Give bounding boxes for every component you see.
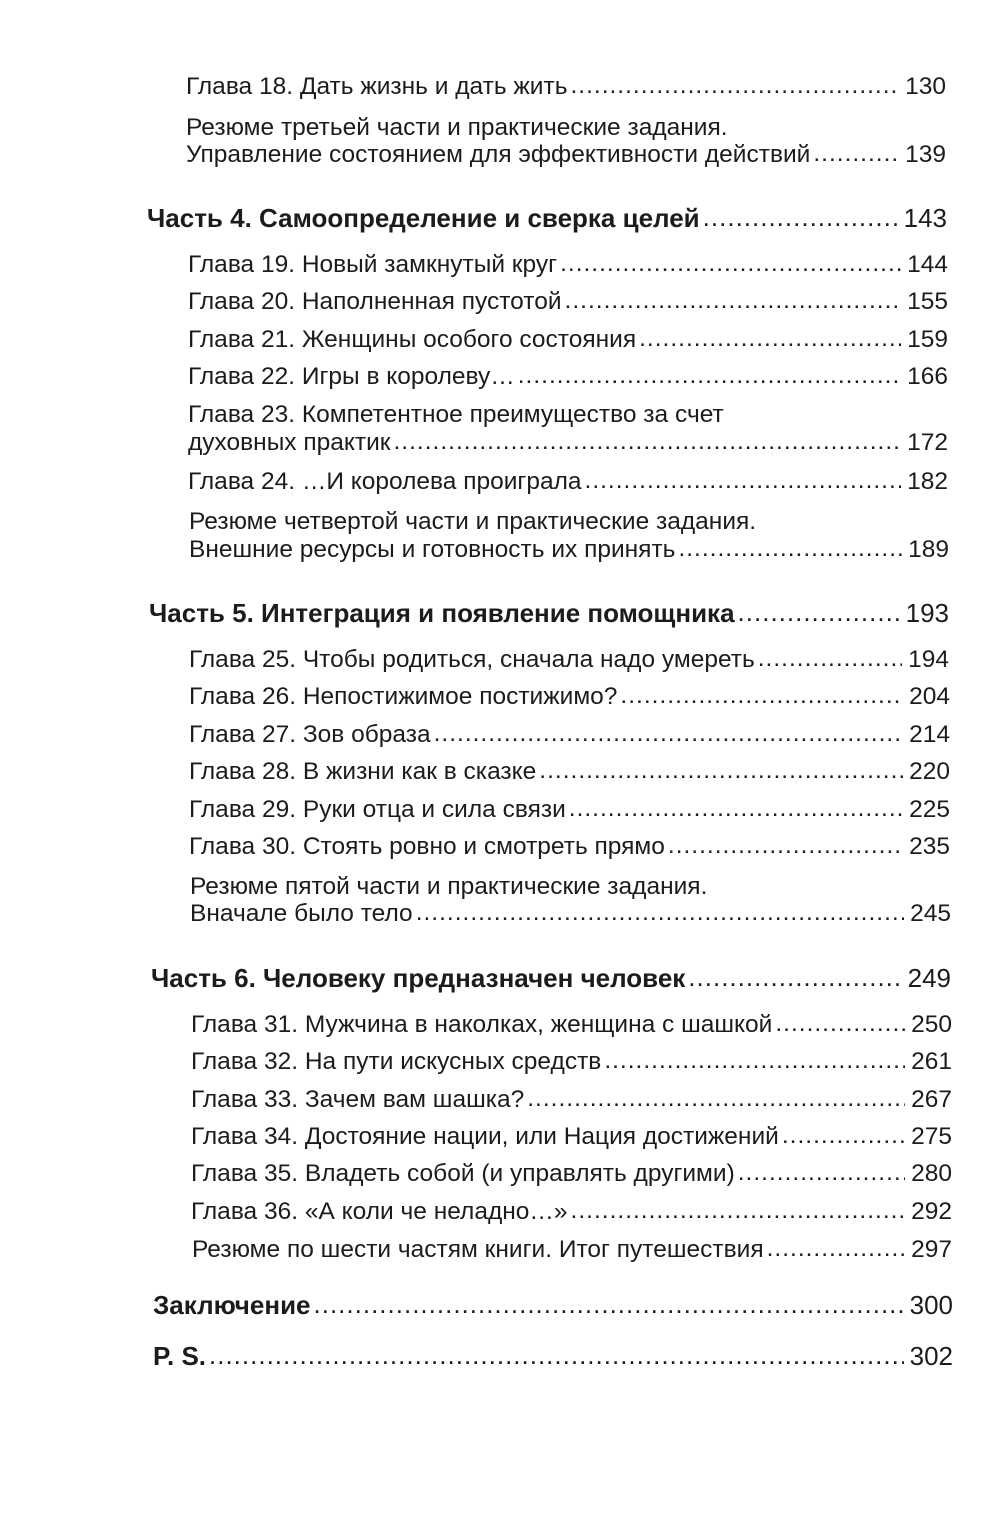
toc-entry-chapter-21[interactable] (188, 325, 948, 355)
entry-title: Глава 22. Игры в королеву… (188, 363, 515, 390)
entry-title: Глава 30. Стоять ровно и смотреть прямо (189, 833, 665, 860)
page-number: 250 (911, 1011, 952, 1038)
page-number: 245 (910, 900, 951, 927)
page-number: 139 (905, 141, 946, 168)
dot-leader (782, 1121, 905, 1151)
toc-entry-summary-6[interactable] (192, 1235, 952, 1265)
entry-title: Глава 25. Чтобы родиться, сначала надо умереть (189, 646, 755, 673)
toc-entry-chapter-32[interactable] (191, 1047, 952, 1077)
summary-3-line-1: Резюме третьей части и практические задания. (186, 114, 728, 141)
dot-leader (394, 427, 902, 457)
toc-entry-chapter-36[interactable] (191, 1197, 952, 1227)
page-number: 280 (911, 1160, 952, 1187)
entry-title: Глава 31. Мужчина в наколках, женщина с шашкой (191, 1011, 773, 1038)
toc-entry-part-4[interactable] (147, 203, 947, 233)
dot-leader (571, 1196, 906, 1226)
page-number: 189 (908, 536, 949, 563)
dot-leader (416, 898, 904, 928)
toc-entry-chapter-34[interactable] (191, 1122, 952, 1152)
page-number: 204 (909, 683, 950, 710)
dot-leader (738, 597, 900, 627)
dot-leader (604, 1046, 905, 1076)
page-number: 130 (905, 73, 946, 100)
page-number: 194 (908, 646, 949, 673)
page-number: 235 (909, 833, 950, 860)
dot-leader (527, 1084, 905, 1114)
page-number: 220 (909, 758, 950, 785)
entry-title: Глава 34. Достояние нации, или Нация достижений (191, 1123, 779, 1150)
page-number: 297 (911, 1236, 952, 1263)
dot-leader (813, 139, 899, 169)
dot-leader (620, 681, 903, 711)
entry-title: Глава 21. Женщины особого состояния (188, 326, 637, 353)
dot-leader (703, 202, 898, 232)
toc-entry-summary-5[interactable] (190, 899, 951, 929)
toc-entry-chapter-27[interactable] (189, 720, 950, 750)
toc-entry-summary-3[interactable] (186, 140, 946, 170)
entry-title: Глава 24. …И королева проиграла (188, 468, 582, 495)
page-number: 143 (903, 203, 947, 233)
summary-4-line-1: Резюме четвертой части и практические задания. (189, 508, 757, 535)
dot-leader (565, 286, 902, 316)
entry-title: духовных практик (188, 429, 391, 456)
dot-leader (775, 1009, 905, 1039)
dot-leader (570, 71, 899, 101)
entry-title: Резюме по шести частям книги. Итог путешествия (192, 1236, 764, 1263)
toc-entry-chapter-25[interactable] (189, 645, 949, 675)
entry-title: Глава 35. Владеть собой (и управлять другими) (191, 1160, 735, 1187)
toc-entry-chapter-31[interactable] (191, 1010, 952, 1040)
dot-leader (518, 361, 901, 391)
toc-entry-chapter-26[interactable] (189, 682, 950, 712)
page-number: 182 (907, 468, 948, 495)
page-number: 275 (911, 1123, 952, 1150)
page-number: 300 (909, 1290, 953, 1320)
page-number: 144 (907, 251, 948, 278)
page-number: 302 (909, 1341, 953, 1371)
toc-entry-chapter-29[interactable] (189, 795, 950, 825)
toc-entry-part-5[interactable] (149, 598, 949, 628)
page-number: 193 (905, 598, 949, 628)
dot-leader (678, 534, 902, 564)
entry-title: Глава 28. В жизни как в сказке (189, 758, 537, 785)
page-number: 159 (907, 326, 948, 353)
toc-entry-chapter-28[interactable] (189, 757, 950, 787)
entry-title: Глава 29. Руки отца и сила связи (189, 796, 566, 823)
entry-title: Внешние ресурсы и готовность их принять (189, 536, 676, 563)
dot-leader (209, 1340, 904, 1370)
dot-leader (767, 1234, 906, 1264)
part-title: Часть 6. Человеку предназначен человек (151, 963, 686, 993)
page-number: 214 (909, 721, 950, 748)
entry-title: Глава 19. Новый замкнутый круг (188, 251, 558, 278)
entry-title: Глава 20. Наполненная пустотой (188, 288, 562, 315)
toc-entry-chapter-24[interactable] (188, 467, 948, 497)
part-title: Часть 5. Интеграция и появление помощника (149, 598, 735, 628)
page-number: 249 (907, 963, 951, 993)
entry-title: Глава 36. «А коли че неладно…» (191, 1198, 568, 1225)
page-number: 225 (909, 796, 950, 823)
dot-leader (560, 249, 901, 279)
dot-leader (738, 1158, 905, 1188)
entry-title: Вначале было тело (190, 900, 413, 927)
toc-entry-chapter-20[interactable] (188, 287, 948, 317)
dot-leader (758, 644, 902, 674)
chapter-23-line-1: Глава 23. Компетентное преимущество за счет (188, 401, 724, 428)
page-number: 172 (907, 429, 948, 456)
part-title: P. S. (153, 1341, 207, 1371)
dot-leader (639, 324, 901, 354)
entry-title: Глава 18. Дать жизнь и дать жить (186, 73, 568, 100)
dot-leader (585, 466, 902, 496)
toc-entry-chapter-33[interactable] (191, 1085, 952, 1115)
entry-title: Глава 26. Непостижимое постижимо? (189, 683, 618, 710)
page-number: 267 (911, 1086, 952, 1113)
toc-entry-chapter-19[interactable] (188, 250, 948, 280)
toc-entry-conclusion[interactable] (153, 1290, 953, 1320)
entry-title: Глава 27. Зов образа (189, 721, 431, 748)
toc-entry-summary-4[interactable] (189, 535, 949, 565)
page-number: 166 (907, 363, 948, 390)
page-number: 155 (907, 288, 948, 315)
page-number: 261 (911, 1048, 952, 1075)
toc-entry-chapter-22[interactable] (188, 362, 948, 392)
dot-leader (314, 1289, 904, 1319)
summary-5-line-1: Резюме пятой части и практические задания. (190, 873, 708, 900)
entry-title: Управление состоянием для эффективности действий (186, 141, 811, 168)
toc-entry-chapter-35[interactable] (191, 1159, 952, 1189)
entry-title: Глава 33. Зачем вам шашка? (191, 1086, 525, 1113)
toc-entry-part-6[interactable] (151, 963, 951, 993)
toc-entry-chapter-30[interactable] (189, 832, 950, 862)
toc-entry-ps[interactable] (153, 1341, 953, 1371)
part-title: Часть 4. Самоопределение и сверка целей (147, 203, 700, 233)
page-number: 292 (911, 1198, 952, 1225)
dot-leader (434, 719, 904, 749)
dot-leader (569, 794, 903, 824)
dot-leader (688, 962, 901, 992)
dot-leader (668, 831, 903, 861)
entry-title: Глава 32. На пути искусных средств (191, 1048, 602, 1075)
dot-leader (539, 756, 903, 786)
toc-entry-chapter-18[interactable] (186, 72, 946, 102)
toc-entry-chapter-23[interactable] (188, 428, 948, 458)
part-title: Заключение (153, 1290, 311, 1320)
